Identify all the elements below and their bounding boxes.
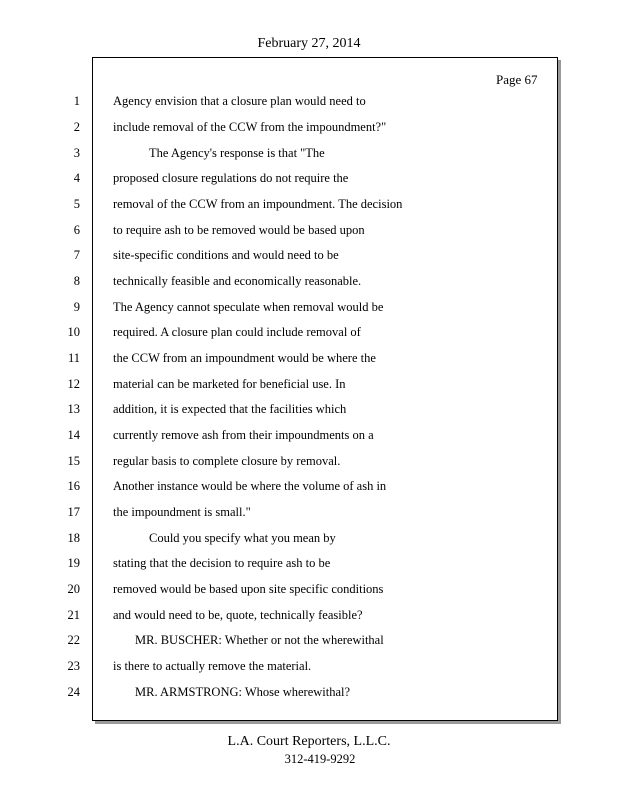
- line-number: 7: [73, 248, 80, 262]
- line-number: 1: [73, 94, 80, 108]
- line-number: 20: [67, 582, 80, 596]
- line-text: Another instance would be where the volume of ash in: [113, 479, 387, 493]
- line-text: required. A closure plan could include removal of: [113, 325, 361, 339]
- line-text: MR. ARMSTRONG: Whose wherewithal?: [135, 685, 351, 699]
- line-number: 18: [67, 531, 80, 545]
- line-number: 13: [67, 402, 80, 416]
- line-text: material can be marketed for beneficial use. In: [113, 377, 346, 391]
- line-number: 15: [67, 454, 80, 468]
- line-text: removal of the CCW from an impoundment. The decision: [113, 197, 403, 211]
- line-number: 22: [67, 633, 80, 647]
- line-text: the CCW from an impoundment would be where the: [113, 351, 376, 365]
- line-number: 21: [67, 608, 80, 622]
- line-number: 10: [67, 325, 80, 339]
- line-text: Agency envision that a closure plan would need to: [113, 94, 366, 108]
- line-number: 4: [73, 171, 80, 185]
- line-text: the impoundment is small.": [113, 505, 251, 519]
- line-number: 12: [67, 377, 80, 391]
- line-text: is there to actually remove the material.: [113, 659, 312, 673]
- line-number: 9: [73, 300, 80, 314]
- line-text: proposed closure regulations do not require the: [113, 171, 349, 185]
- line-number: 16: [67, 479, 80, 493]
- line-text: to require ash to be removed would be based upon: [113, 223, 365, 237]
- line-number: 14: [67, 428, 80, 442]
- footer-phone: 312-419-9292: [284, 752, 356, 766]
- line-text: technically feasible and economically reasonable.: [113, 274, 362, 288]
- line-text: currently remove ash from their impoundments on a: [113, 428, 374, 442]
- line-text: removed would be based upon site specific conditions: [113, 582, 384, 596]
- line-number: 2: [73, 120, 80, 134]
- line-number: 17: [67, 505, 80, 519]
- header-date: February 27, 2014: [257, 36, 361, 51]
- line-number: 11: [67, 351, 80, 365]
- line-text: MR. BUSCHER: Whether or not the wherewithal: [135, 633, 384, 647]
- line-text: site-specific conditions and would need to be: [113, 248, 339, 262]
- line-number: 8: [73, 274, 80, 288]
- line-text: The Agency cannot speculate when removal would be: [113, 300, 384, 314]
- line-number: 3: [73, 146, 80, 160]
- line-number: 5: [73, 197, 80, 211]
- line-text: regular basis to complete closure by removal.: [113, 454, 341, 468]
- line-number: 19: [67, 556, 80, 570]
- line-text: stating that the decision to require ash to be: [113, 556, 331, 570]
- line-text: include removal of the CCW from the impoundment?": [113, 120, 387, 134]
- page-number: Page 67: [496, 72, 538, 87]
- footer-company: L.A. Court Reporters, L.L.C.: [227, 734, 391, 749]
- line-text: addition, it is expected that the facilities which: [113, 402, 347, 416]
- line-text: The Agency's response is that "The: [149, 146, 325, 160]
- line-number: 6: [73, 223, 80, 237]
- line-text: and would need to be, quote, technically feasible?: [113, 608, 363, 622]
- line-number: 23: [67, 659, 80, 673]
- line-text: Could you specify what you mean by: [149, 531, 336, 545]
- line-number: 24: [67, 685, 80, 699]
